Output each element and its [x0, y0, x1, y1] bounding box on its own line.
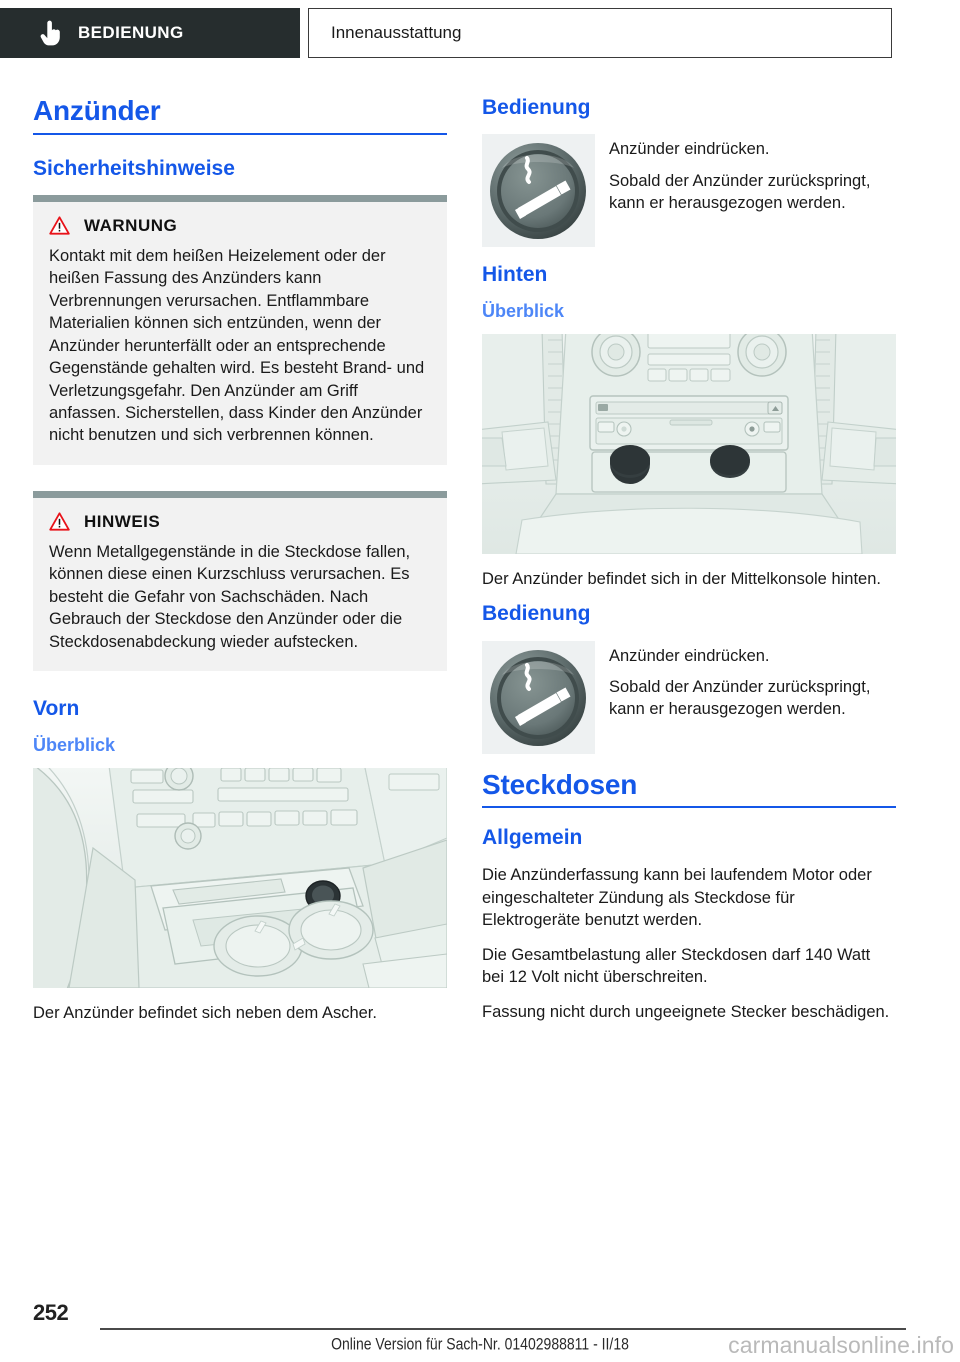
front-heading: Vorn: [33, 697, 80, 721]
operation-step-rear-text: [609, 641, 896, 721]
front-overview-heading: Überblick: [33, 735, 116, 756]
general-paragraph-1: Die Anzünderfassung kann bei laufendem Motor oder eingeschalteter Zündung als Steckdose für Elektrogeräte benutzt werden.: [482, 866, 872, 930]
front-figure-caption: Der Anzünder befindet sich neben dem Ascher.: [33, 1003, 377, 1022]
right-column: [482, 96, 896, 1023]
warning-label: WARNUNG: [84, 215, 178, 235]
page-header: [0, 8, 960, 58]
notice-box: [33, 491, 447, 671]
operation-step-front: [482, 134, 896, 247]
title-divider: [33, 133, 447, 135]
step-line-1: Anzünder eindrücken.: [609, 646, 770, 665]
page-footer: [0, 1296, 960, 1362]
step-line-1: Anzünder eindrücken.: [609, 140, 770, 159]
general-paragraph-2: Die Gesamtbelastung aller Steckdosen darf 140 Watt bei 12 Volt nicht überschreiten.: [482, 945, 871, 987]
lighter-button-thumbnail: [482, 641, 595, 754]
safety-heading: Sicherheitshinweise: [33, 156, 235, 180]
rear-heading: Hinten: [482, 263, 548, 287]
chapter-label: BEDIENUNG: [78, 23, 184, 42]
operation-step-rear: [482, 641, 896, 754]
notice-label: HINWEIS: [84, 511, 161, 531]
general-paragraph-3: Fassung nicht durch ungeeignete Stecker beschädigen.: [482, 1002, 890, 1021]
footer-note: Online Version für Sach-Nr. 01402988811 - II/18: [331, 1334, 629, 1353]
operation-heading-rear: Bedienung: [482, 602, 591, 626]
notice-text: Wenn Metallgegenstände in die Steckdose fallen, können diese einen Kurzschluss verursachen. Es besteht die Gefahr von Sachschäden. Nach Gebrauch der Steckdose den Anzünder oder die Steckdosenabdeckung wieder aufstecken.: [49, 542, 411, 651]
front-console-figure: [33, 768, 447, 988]
section-tab[interactable]: [308, 8, 892, 58]
rear-console-figure: [482, 334, 896, 554]
page-title: Anzünder: [33, 95, 161, 126]
step-line-2: Sobald der Anzünder zurückspringt, kann er herausgezogen werden.: [609, 171, 871, 213]
cigarette-lighter-button-icon: [482, 641, 595, 754]
cigarette-lighter-button-icon: [482, 134, 595, 247]
left-column: [33, 96, 447, 1036]
step-line-2: Sobald der Anzünder zurückspringt, kann er herausgezogen werden.: [609, 677, 871, 719]
footer-divider: [100, 1328, 906, 1330]
front-center-console-illustration: [33, 768, 447, 988]
pointing-hand-icon: [40, 20, 62, 46]
rear-overview-heading: Überblick: [482, 301, 565, 322]
page-number: 252: [33, 1300, 69, 1325]
section-label: Innenausstattung: [331, 23, 462, 42]
warning-box: [33, 195, 447, 465]
operation-step-front-text: [609, 134, 896, 214]
sockets-title: Steckdosen: [482, 768, 638, 800]
warning-text: Kontakt mit dem heißen Heizelement oder der heißen Fassung des Anzünders kann Verbrennungen verursachen. Entflammbare Materialien können sich entzünden, wenn der Anzünder herunterfällt oder an entsprechende Gegenstände gehalten wird. Es besteht Brand- und Verletzungsgefahr. Den Anzünder am Griff anfassen. Sicherstellen, dass Kinder den Anzünder nicht benutzen und sich verbrennen können.: [49, 246, 425, 445]
warning-triangle-icon: [49, 216, 70, 235]
lighter-button-thumbnail: [482, 134, 595, 247]
watermark: carmanualsonline.info: [728, 1332, 954, 1358]
operation-heading-front: Bedienung: [482, 96, 591, 119]
warning-triangle-icon: [49, 512, 70, 531]
notice-box-header: [49, 512, 431, 532]
sockets-title-divider: [482, 806, 896, 808]
warning-box-header: [49, 216, 431, 236]
rear-center-console-illustration: [482, 334, 896, 554]
rear-figure-caption: Der Anzünder befindet sich in der Mittelkonsole hinten.: [482, 569, 881, 588]
general-heading: Allgemein: [482, 826, 583, 850]
chapter-tab[interactable]: [0, 8, 300, 58]
